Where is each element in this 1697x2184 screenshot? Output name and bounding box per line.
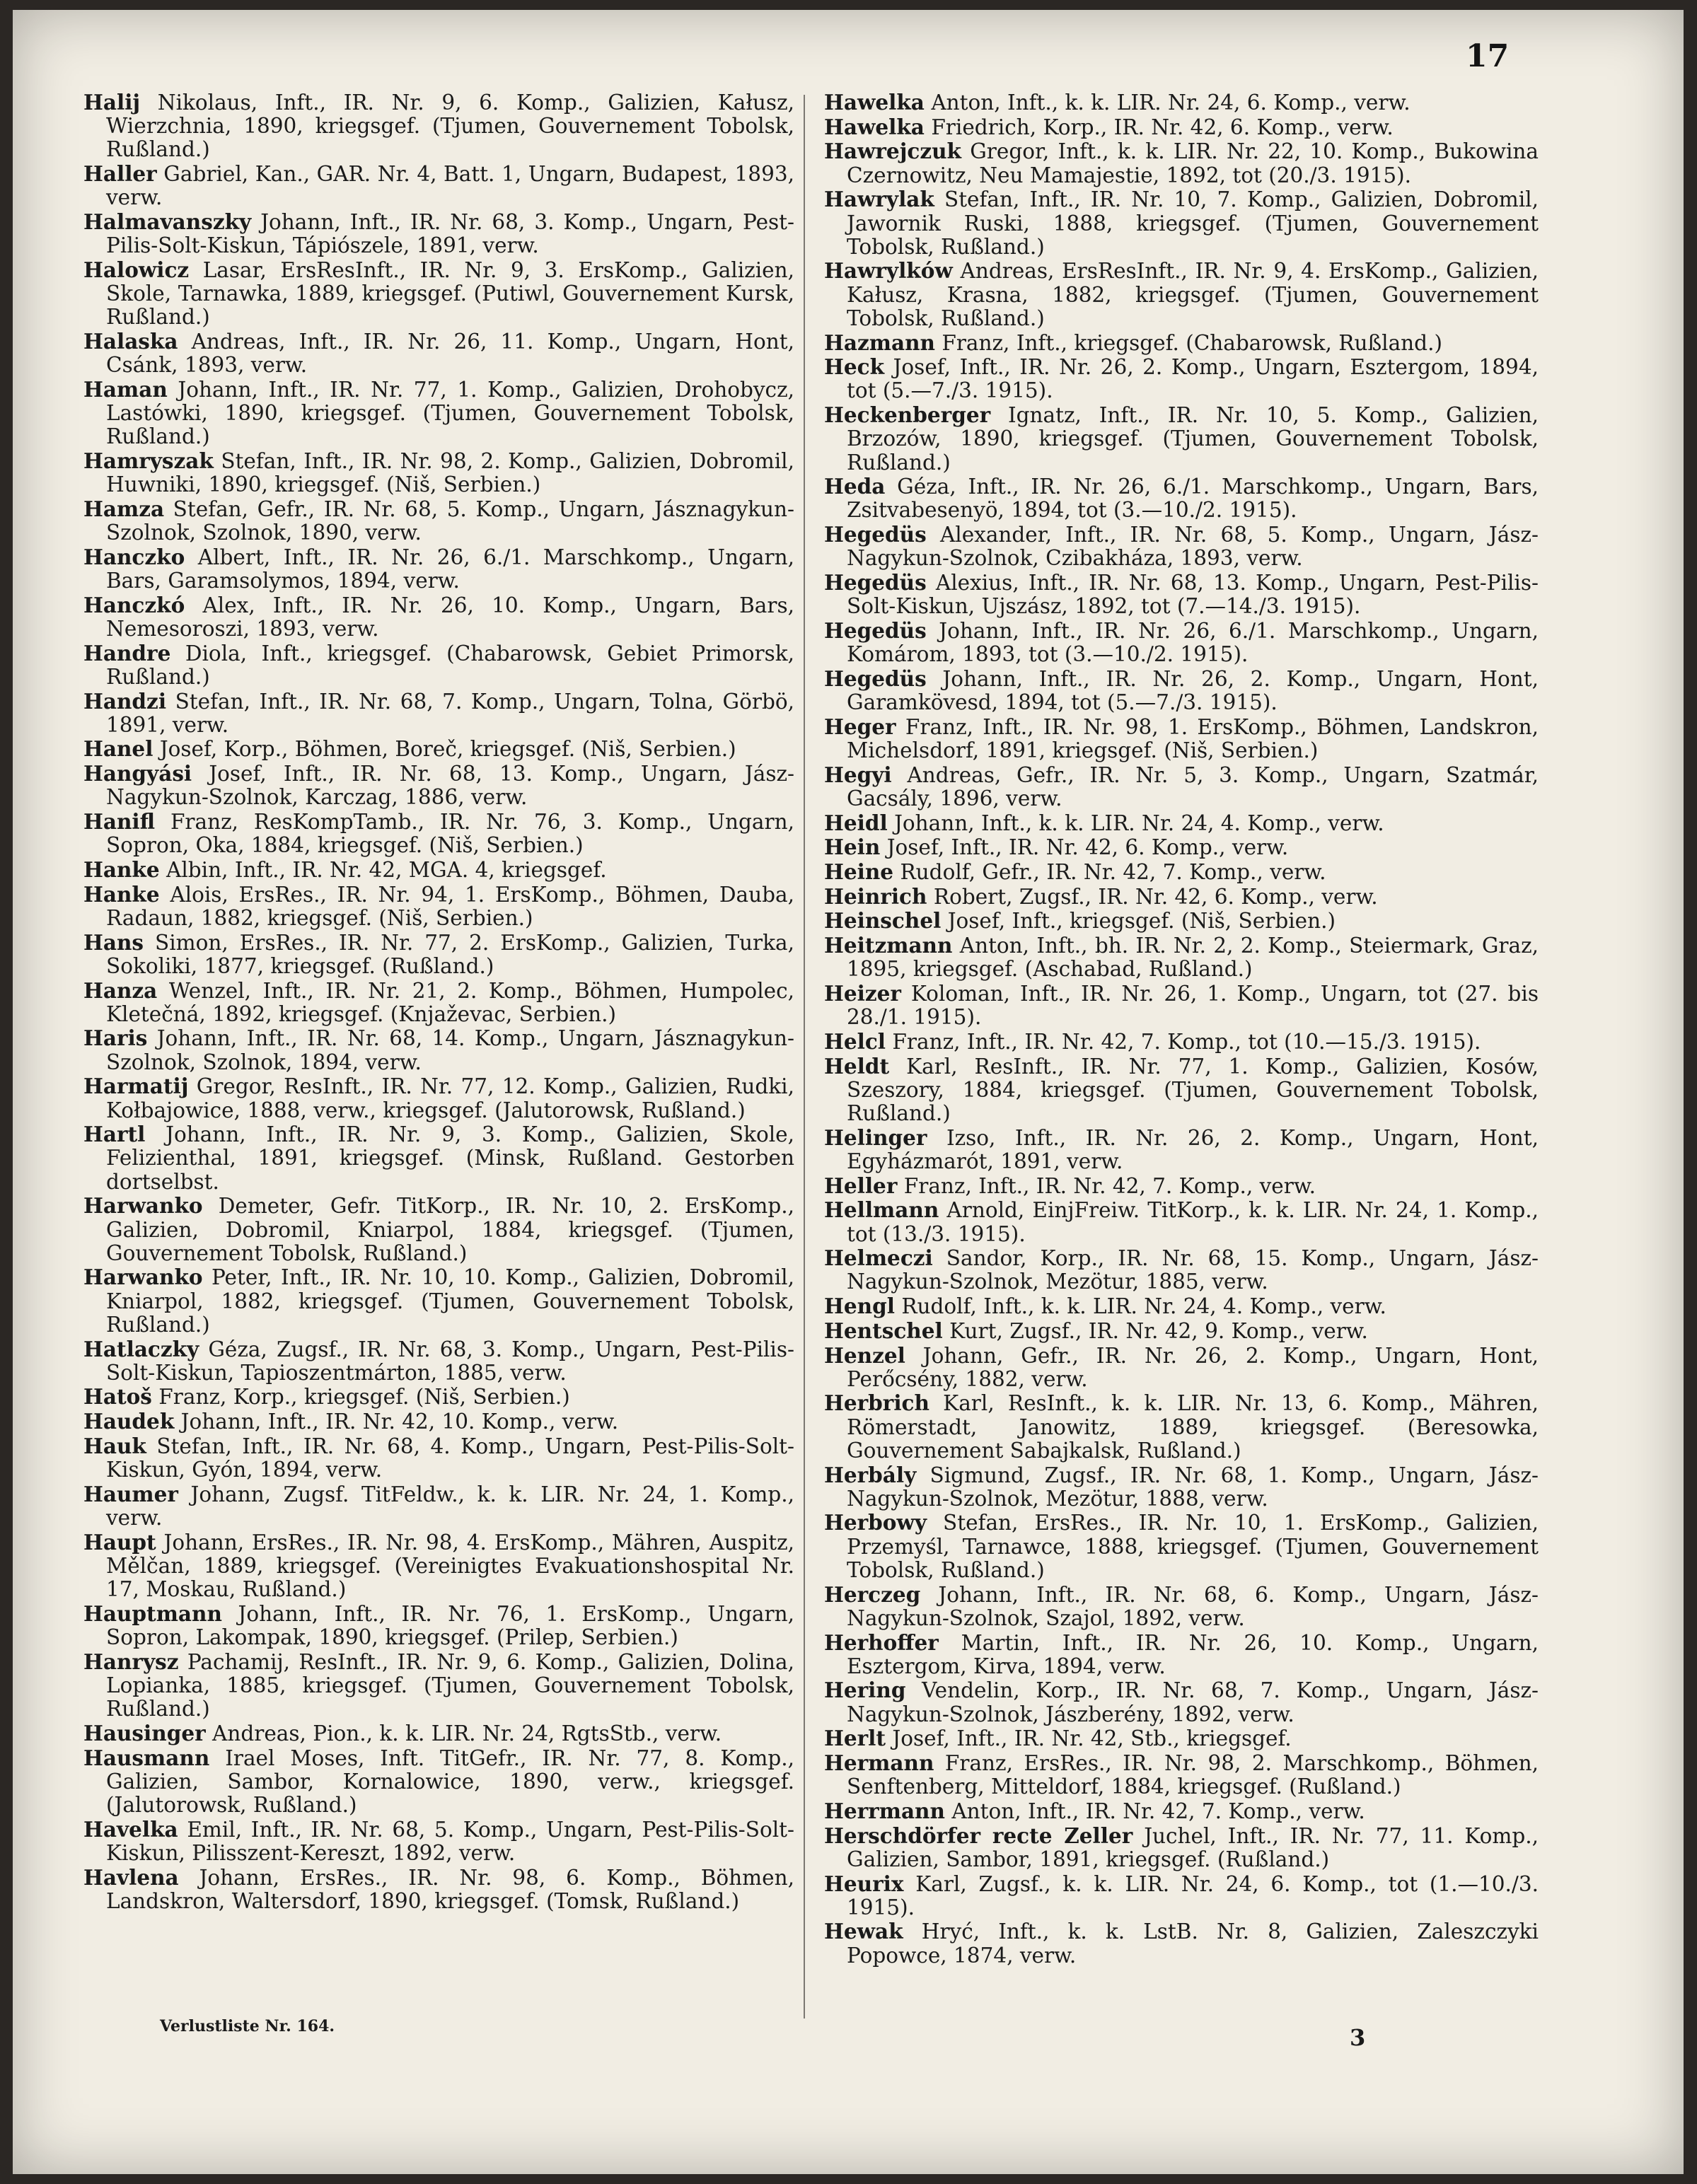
entry-details: Anton, Inft., IR. Nr. 42, 7. Komp., verw. [951,1799,1365,1823]
entry-details: Josef, Inft., kriegsgef. (Niš, Serbien.) [947,909,1336,934]
list-entry [824,1030,1539,1054]
list-entry [824,715,1539,762]
entry-surname: Heizer [824,981,901,1006]
entry-surname: Havlena [83,1864,179,1890]
entry-details: Franz, Inft., IR. Nr. 98, 1. ErsKomp., Böhmen, Landskron, Michelsdorf, 1891, kriegsgef. (Niš, Serbien.) [847,714,1539,762]
list-entry [83,1721,794,1746]
list-entry [824,139,1539,187]
list-entry [83,91,794,162]
list-entry [83,1194,794,1265]
list-entry [824,1319,1539,1343]
entry-surname: Hanza [83,977,158,1003]
list-entry [83,378,794,449]
list-entry [83,210,794,257]
entry-surname: Hatlaczky [83,1336,199,1361]
entry-details: Lasar, ErsResInft., IR. Nr. 9, 3. ErsKomp., Galizien, Skole, Tarnawka, 1889, kriegsgef. (Putiwl, Gouvernement Kursk, Rußland.) [106,257,794,330]
entry-surname: Hauptmann [83,1601,222,1626]
entry-details: Johann, Inft., IR. Nr. 68, 14. Komp., Ungarn, Jásznagykun-Szolnok, Szolnok, 1894, verw. [106,1026,794,1074]
column-divider [804,95,805,2019]
entry-surname: Hanke [83,881,160,907]
entry-surname: Helmeczi [824,1245,933,1271]
list-entry [824,1391,1539,1463]
entry-surname: Hazmann [824,330,935,355]
entry-details: Stefan, Inft., IR. Nr. 68, 7. Komp., Ungarn, Tolna, Görbö, 1891, verw. [106,689,794,737]
list-entry [824,1246,1539,1294]
entry-details: Martin, Inft., IR. Nr. 26, 10. Komp., Ungarn, Esztergom, Kirva, 1894, verw. [847,1630,1539,1678]
entry-surname: Hanke [83,857,160,882]
entry-details: Stefan, Inft., IR. Nr. 10, 7. Komp., Galizien, Dobromil, Jawornik Ruski, 1888, kriegsgef. (Tjumen, Gouvernement Tobolsk, Rußland.) [847,187,1539,259]
entry-details: Robert, Zugsf., IR. Nr. 42, 6. Komp., verw. [933,884,1378,909]
entry-surname: Haller [83,161,157,187]
entry-details: Gregor, Inft., k. k. LIR. Nr. 22, 10. Komp., Bukowina Czernowitz, Neu Mamajestie, 1892, tot (20./3. 1915). [847,139,1539,187]
list-entry [83,1866,794,1913]
list-entry [83,593,794,641]
list-entry [83,162,794,209]
right-column [824,91,1539,1968]
entry-details: Johann, Inft., IR. Nr. 77, 1. Komp., Galizien, Drohobycz, Lastówki, 1890, kriegsgef. (Tjumen, Gouvernement Tobolsk, Rußland.) [106,377,794,449]
list-entry [824,1344,1539,1391]
list-entry [824,1678,1539,1726]
entry-details: Demeter, Gefr. TitKorp., IR. Nr. 10, 2. ErsKomp., Galizien, Dobromil, Kniarpol, 1884, kriegsgef. (Tjumen, Gouvernement Tobolsk, Rußland.) [106,1194,794,1265]
left-column [83,91,794,1913]
list-entry [824,403,1539,475]
entry-details: Géza, Zugsf., IR. Nr. 68, 3. Komp., Ungarn, Pest-Pilis-Solt-Kiskun, Tapioszentmárton, 1885, verw. [106,1337,794,1385]
entry-details: Andreas, Gefr., IR. Nr. 5, 3. Komp., Ungarn, Szatmár, Gacsály, 1896, verw. [847,762,1539,811]
entry-surname: Hegedüs [824,617,927,643]
entry-surname: Halaska [83,329,178,354]
entry-details: Johann, Zugsf. TitFeldw., k. k. LIR. Nr. 24, 1. Komp., verw. [106,1482,794,1530]
entry-details: Izso, Inft., IR. Nr. 26, 2. Komp., Ungarn, Hont, Egyházmarót, 1891, verw. [847,1125,1539,1173]
entry-details: Simon, ErsRes., IR. Nr. 77, 2. ErsKomp., Galizien, Turka, Sokoliki, 1877, kriegsgef. (Rußland.) [106,930,794,978]
footer-sheet-number: 3 [1350,2024,1366,2051]
document-page [13,10,1684,2174]
entry-surname: Herbowy [824,1510,927,1535]
list-entry [824,91,1539,115]
list-entry [83,1746,794,1818]
entry-surname: Hangyási [83,761,192,786]
entry-surname: Haupt [83,1529,156,1555]
list-entry [83,1026,794,1074]
list-entry [824,1583,1539,1630]
entry-surname: Heger [824,714,896,739]
entry-surname: Hawrylak [824,187,934,212]
list-entry [824,115,1539,139]
entry-surname: Havelka [83,1816,178,1842]
list-entry [83,810,794,857]
entry-surname: Haman [83,376,168,402]
list-entry [824,885,1539,909]
entry-surname: Handzi [83,688,167,714]
entry-surname: Hauk [83,1433,146,1458]
entry-surname: Hanczko [83,544,185,569]
entry-surname: Hanczkó [83,592,185,617]
entry-surname: Hatoš [83,1384,152,1410]
entry-details: Gregor, ResInft., IR. Nr. 77, 12. Komp., Galizien, Rudki, Kołbajowice, 1888, verw., kriegsgef. (Jalutorowsk, Rußland.) [106,1074,794,1122]
entry-surname: Hegyi [824,762,892,787]
entry-surname: Heckenberger [824,402,991,428]
list-entry [824,1511,1539,1582]
entry-surname: Herbrich [824,1390,929,1416]
entry-surname: Hamza [83,496,165,521]
list-entry [824,1751,1539,1799]
list-entry [824,355,1539,402]
entry-details: Rudolf, Gefr., IR. Nr. 42, 7. Komp., verw. [900,860,1326,884]
footer-label: Verlustliste Nr. 164. [160,2017,335,2035]
entry-surname: Hermann [824,1750,934,1776]
entry-details: Hryć, Inft., k. k. LstB. Nr. 8, Galizien, Zaleszczyki Popowce, 1874, verw. [847,1919,1539,1968]
list-entry [824,835,1539,859]
entry-details: Sigmund, Zugsf., IR. Nr. 68, 1. Komp., Ungarn, Jász-Nagykun-Szolnok, Mezötur, 1888, verw. [847,1463,1539,1511]
entry-details: Johann, Inft., IR. Nr. 9, 3. Komp., Galizien, Skole, Felizienthal, 1891, kriegsgef. (Minsk, Rußland. Gestorben dortselbst. [106,1122,794,1194]
entry-surname: Halij [83,90,141,115]
entry-details: Ignatz, Inft., IR. Nr. 10, 5. Komp., Galizien, Brzozów, 1890, kriegsgef. (Tjumen, Gouvernement Tobolsk, Rußland.) [847,403,1539,475]
entry-surname: Herczeg [824,1581,921,1607]
entry-surname: Halmavanszky [83,209,252,235]
entry-surname: Hanel [83,736,154,762]
entry-surname: Hellmann [824,1197,939,1223]
entry-surname: Helinger [824,1125,927,1150]
entry-details: Juchel, Inft., IR. Nr. 77, 11. Komp., Galizien, Sambor, 1891, kriegsgef. (Rußland.) [847,1823,1539,1871]
list-entry [83,1530,794,1602]
entry-surname: Heller [824,1173,898,1198]
entry-details: Karl, Zugsf., k. k. LIR. Nr. 24, 6. Komp., tot (1.—10./3. 1915). [847,1871,1539,1919]
entry-surname: Hewak [824,1919,903,1944]
entry-surname: Harwanko [83,1265,203,1290]
entry-details: Johann, Inft., IR. Nr. 76, 1. ErsKomp., Ungarn, Sopron, Lakompak, 1890, kriegsgef. (Prilep, Serbien.) [106,1601,794,1649]
entry-surname: Heldt [824,1053,890,1079]
list-entry [83,979,794,1026]
entry-surname: Hanifl [83,809,156,835]
list-entry [824,909,1539,933]
entry-details: Stefan, Inft., IR. Nr. 68, 4. Komp., Ungarn, Pest-Pilis-Solt-Kiskun, Gyón, 1894, verw. [106,1434,794,1482]
entry-surname: Heitzmann [824,933,953,958]
list-entry [83,1410,794,1434]
entry-surname: Herlt [824,1726,886,1751]
entry-surname: Harmatij [83,1074,189,1099]
entry-surname: Heurix [824,1871,904,1896]
entry-details: Arnold, EinjFreiw. TitKorp., k. k. LIR. Nr. 24, 1. Komp., tot (13./3. 1915). [847,1198,1539,1246]
entry-details: Franz, Korp., kriegsgef. (Niš, Serbien.) [158,1385,570,1410]
entry-details: Pachamij, ResInft., IR. Nr. 9, 6. Komp., Galizien, Dolina, Lopianka, 1885, kriegsgef. (Tjumen, Gouvernement Tobolsk, Rußland.) [106,1649,794,1721]
list-entry [83,1385,794,1409]
entry-details: Josef, Inft., IR. Nr. 68, 13. Komp., Ungarn, Jász-Nagykun-Szolnok, Karczag, 1886, verw. [106,762,794,810]
list-entry [83,858,794,882]
entry-details: Sandor, Korp., IR. Nr. 68, 15. Komp., Ungarn, Jász-Nagykun-Szolnok, Mezötur, 1885, verw. [847,1246,1539,1294]
list-entry [83,883,794,930]
entry-details: Johann, Inft., IR. Nr. 68, 6. Komp., Ungarn, Jász-Nagykun-Szolnok, Szajol, 1892, verw. [847,1582,1539,1630]
list-entry [824,1872,1539,1919]
entry-details: Albin, Inft., IR. Nr. 42, MGA. 4, kriegsgef. [166,858,607,882]
list-entry [83,1122,794,1194]
entry-surname: Helcl [824,1028,886,1054]
entry-details: Josef, Inft., IR. Nr. 42, Stb., kriegsgef. [892,1726,1292,1751]
entry-details: Karl, ResInft., IR. Nr. 77, 1. Komp., Galizien, Kosów, Szeszory, 1884, kriegsgef. (Tjumen, Gouvernement Tobolsk, Rußland.) [847,1054,1539,1126]
entry-surname: Harwanko [83,1193,203,1219]
list-entry [83,737,794,761]
list-entry [83,1482,794,1530]
entry-surname: Hausmann [83,1745,210,1770]
entry-details: Johann, Gefr., IR. Nr. 26, 2. Komp., Ungarn, Hont, Perőcsény, 1882, verw. [847,1343,1539,1391]
entry-details: Wenzel, Inft., IR. Nr. 21, 2. Komp., Böhmen, Humpolec, Kletečná, 1892, kriegsgef. (Knjaževac, Serbien.) [106,978,794,1026]
list-entry [824,187,1539,259]
entry-details: Stefan, ErsRes., IR. Nr. 10, 1. ErsKomp., Galizien, Przemyśl, Tarnawce, 1888, kriegsgef. (Tjumen, Gouvernement Tobolsk, Rußland.) [847,1511,1539,1582]
list-entry [824,619,1539,666]
entry-details: Emil, Inft., IR. Nr. 68, 5. Komp., Ungarn, Pest-Pilis-Solt-Kiskun, Pilisszent-Kereszt, 1892, verw. [106,1817,794,1865]
entry-details: Franz, ResKompTamb., IR. Nr. 76, 3. Komp., Ungarn, Sopron, Oka, 1884, kriegsgef. (Niš, Serbien.) [106,810,794,858]
list-entry [824,1174,1539,1198]
list-entry [83,497,794,545]
page-number: 17 [1466,38,1510,74]
entry-surname: Heinrich [824,883,927,909]
entry-details: Stefan, Gefr., IR. Nr. 68, 5. Komp., Ungarn, Jásznagykun-Szolnok, Szolnok, 1890, verw. [106,496,794,545]
list-entry [83,762,794,809]
entry-surname: Hans [83,929,144,955]
list-entry [83,641,794,689]
list-entry [83,258,794,330]
entry-details: Johann, Inft., IR. Nr. 26, 2. Komp., Ungarn, Hont, Garamkövesd, 1894, tot (5.—7./3. 1915). [847,666,1539,715]
entry-details: Andreas, Inft., IR. Nr. 26, 11. Komp., Ungarn, Hont, Csánk, 1893, verw. [106,330,794,378]
list-entry [83,1434,794,1482]
list-entry [83,690,794,737]
entry-surname: Hanrysz [83,1649,179,1674]
entry-details: Peter, Inft., IR. Nr. 10, 10. Komp., Galizien, Dobromil, Kniarpol, 1882, kriegsgef. (Tjumen, Gouvernement Tobolsk, Rußland.) [106,1265,794,1337]
list-entry [83,545,794,593]
entry-surname: Hegedüs [824,522,927,547]
entry-details: Anton, Inft., bh. IR. Nr. 2, 2. Komp., Steiermark, Graz, 1895, kriegsgef. (Aschabad, Rußland.) [847,934,1539,982]
entry-details: Alex, Inft., IR. Nr. 26, 10. Komp., Ungarn, Bars, Nemesoroszi, 1893, verw. [106,593,794,641]
list-entry [824,860,1539,884]
list-entry [83,449,794,496]
entry-surname: Henzel [824,1342,905,1368]
entry-surname: Heinschel [824,908,942,934]
entry-details: Johann, Inft., k. k. LIR. Nr. 24, 4. Komp., verw. [894,811,1384,835]
entry-details: Anton, Inft., k. k. LIR. Nr. 24, 6. Komp., verw. [931,91,1411,115]
entry-surname: Hartl [83,1122,146,1147]
list-entry [824,763,1539,811]
list-entry [83,1602,794,1649]
list-entry [824,811,1539,835]
list-entry [824,667,1539,714]
entry-details: Franz, Inft., kriegsgef. (Chabarowsk, Rußland.) [942,330,1442,355]
list-entry [83,1265,794,1337]
list-entry [824,1294,1539,1318]
list-entry [83,931,794,978]
entry-surname: Herrmann [824,1798,945,1823]
list-entry [824,982,1539,1029]
entry-surname: Herschdörfer recte Zeller [824,1823,1133,1848]
entry-details: Johann, ErsRes., IR. Nr. 98, 4. ErsKomp., Mähren, Auspitz, Mělčan, 1889, kriegsgef. (Vereinigtes Evakuationshospital Nr. 17, Moskau, Rußland.) [106,1530,794,1602]
entry-details: Josef, Inft., IR. Nr. 26, 2. Komp., Ungarn, Esztergom, 1894, tot (5.—7./3. 1915). [847,355,1539,403]
entry-details: Andreas, Pion., k. k. LIR. Nr. 24, RgtsStb., verw. [212,1721,722,1746]
entry-surname: Hawelka [824,90,925,115]
list-entry [824,1799,1539,1823]
entry-details: Josef, Inft., IR. Nr. 42, 6. Komp., verw. [886,835,1289,860]
entry-surname: Herhoffer [824,1630,939,1655]
entry-surname: Hering [824,1678,906,1703]
entry-surname: Hawrejczuk [824,139,961,164]
entry-details: Alexius, Inft., IR. Nr. 68, 13. Komp., Ungarn, Pest-Pilis-Solt-Kiskun, Ujszász, 1892, tot (7.—14./3. 1915). [847,571,1539,619]
entry-details: Nikolaus, Inft., IR. Nr. 9, 6. Komp., Galizien, Kałusz, Wierzchnia, 1890, kriegsgef. (Tjumen, Gouvernement Tobolsk, Rußland.) [106,91,794,162]
entry-surname: Haris [83,1026,148,1051]
entry-surname: Hamryszak [83,448,214,474]
entry-surname: Halowicz [83,257,190,282]
entry-details: Stefan, Inft., IR. Nr. 98, 2. Komp., Galizien, Dobromil, Huwniki, 1890, kriegsgef. (Niš, Serbien.) [106,449,794,497]
list-entry [824,1126,1539,1173]
entry-surname: Haumer [83,1481,178,1506]
entry-surname: Hein [824,835,881,860]
entry-details: Josef, Korp., Böhmen, Boreč, kriegsgef. (Niš, Serbien.) [159,737,736,762]
list-entry [824,1463,1539,1511]
list-entry [824,934,1539,981]
list-entry [824,1631,1539,1678]
entry-details: Friedrich, Korp., IR. Nr. 42, 6. Komp., verw. [931,115,1394,139]
entry-details: Franz, ErsRes., IR. Nr. 98, 2. Marschkomp., Böhmen, Senftenberg, Mitteldorf, 1884, kriegsgef. (Rußland.) [847,1751,1539,1799]
entry-details: Diola, Inft., kriegsgef. (Chabarowsk, Gebiet Primorsk, Rußland.) [106,641,794,689]
entry-details: Vendelin, Korp., IR. Nr. 68, 7. Komp., Ungarn, Jász-Nagykun-Szolnok, Jászberény, 1892, verw. [847,1678,1539,1726]
entry-surname: Hawrylków [824,258,953,284]
entry-details: Géza, Inft., IR. Nr. 26, 6./1. Marschkomp., Ungarn, Bars, Zsitvabesenyö, 1894, tot (3.—10./2. 1915). [847,475,1539,523]
entry-surname: Heine [824,859,894,884]
entry-details: Alexander, Inft., IR. Nr. 68, 5. Komp., Ungarn, Jász-Nagykun-Szolnok, Czibakháza, 1893, verw. [847,523,1539,571]
entry-surname: Haudek [83,1409,175,1434]
entry-surname: Hegedüs [824,666,927,691]
entry-details: Koloman, Inft., IR. Nr. 26, 1. Komp., Ungarn, tot (27. bis 28./1. 1915). [847,982,1539,1030]
entry-details: Irael Moses, Inft. TitGefr., IR. Nr. 77, 8. Komp., Galizien, Sambor, Kornalowice, 1890, verw., kriegsgef. (Jalutorowsk, Rußland.) [106,1746,794,1817]
entry-details: Kurt, Zugsf., IR. Nr. 42, 9. Komp., verw. [949,1318,1368,1343]
entry-details: Johann, ErsRes., IR. Nr. 98, 6. Komp., Böhmen, Landskron, Waltersdorf, 1890, kriegsgef. (Tomsk, Rußland.) [106,1865,794,1913]
list-entry [83,1818,794,1865]
entry-details: Johann, Inft., IR. Nr. 26, 6./1. Marschkomp., Ungarn, Komárom, 1893, tot (3.—10./2. 1915). [847,618,1539,667]
entry-details: Albert, Inft., IR. Nr. 26, 6./1. Marschkomp., Ungarn, Bars, Garamsolymos, 1894, verw. [106,545,794,593]
entry-details: Franz, Inft., IR. Nr. 42, 7. Komp., verw. [903,1173,1316,1198]
list-entry [824,1824,1539,1871]
list-entry [824,523,1539,570]
list-entry [83,1337,794,1385]
entry-surname: Hentschel [824,1318,943,1343]
entry-surname: Heda [824,474,886,499]
list-entry [824,475,1539,522]
list-entry [83,1074,794,1122]
entry-details: Alois, ErsRes., IR. Nr. 94, 1. ErsKomp., Böhmen, Dauba, Radaun, 1882, kriegsgef. (Niš, Serbien.) [106,882,794,930]
entry-details: Karl, ResInft., k. k. LIR. Nr. 13, 6. Komp., Mähren, Römerstadt, Janowitz, 1889, kriegsgef. (Beresowka, Gouvernement Sabajkalsk, Rußland.) [847,1391,1539,1463]
entry-surname: Handre [83,640,171,666]
entry-details: Franz, Inft., IR. Nr. 42, 7. Komp., tot (10.—15./3. 1915). [892,1029,1481,1054]
entry-surname: Hausinger [83,1720,206,1746]
list-entry [83,1650,794,1721]
list-entry [824,1726,1539,1750]
entry-surname: Heck [824,354,885,380]
entry-surname: Hawelka [824,114,925,139]
entry-details: Johann, Inft., IR. Nr. 42, 10. Komp., verw. [180,1410,619,1434]
entry-surname: Herbály [824,1462,917,1487]
list-entry [824,1055,1539,1126]
entry-surname: Hengl [824,1294,895,1319]
list-entry [824,571,1539,618]
entry-details: Rudolf, Inft., k. k. LIR. Nr. 24, 4. Komp., verw. [901,1294,1386,1319]
entry-surname: Heidl [824,810,888,835]
list-entry [83,330,794,377]
entry-surname: Hegedüs [824,570,927,596]
entry-details: Andreas, ErsResInft., IR. Nr. 9, 4. ErsKomp., Galizien, Kałusz, Krasna, 1882, kriegsgef. (Tjumen, Gouvernement Tobolsk, Rußland.) [847,259,1539,330]
list-entry [824,259,1539,330]
entry-details: Johann, Inft., IR. Nr. 68, 3. Komp., Ungarn, Pest-Pilis-Solt-Kiskun, Tápiószele, 1891, verw. [106,210,794,258]
entry-details: Gabriel, Kan., GAR. Nr. 4, Batt. 1, Ungarn, Budapest, 1893, verw. [106,162,794,210]
list-entry [824,1198,1539,1245]
list-entry [824,1919,1539,1967]
list-entry [824,331,1539,355]
